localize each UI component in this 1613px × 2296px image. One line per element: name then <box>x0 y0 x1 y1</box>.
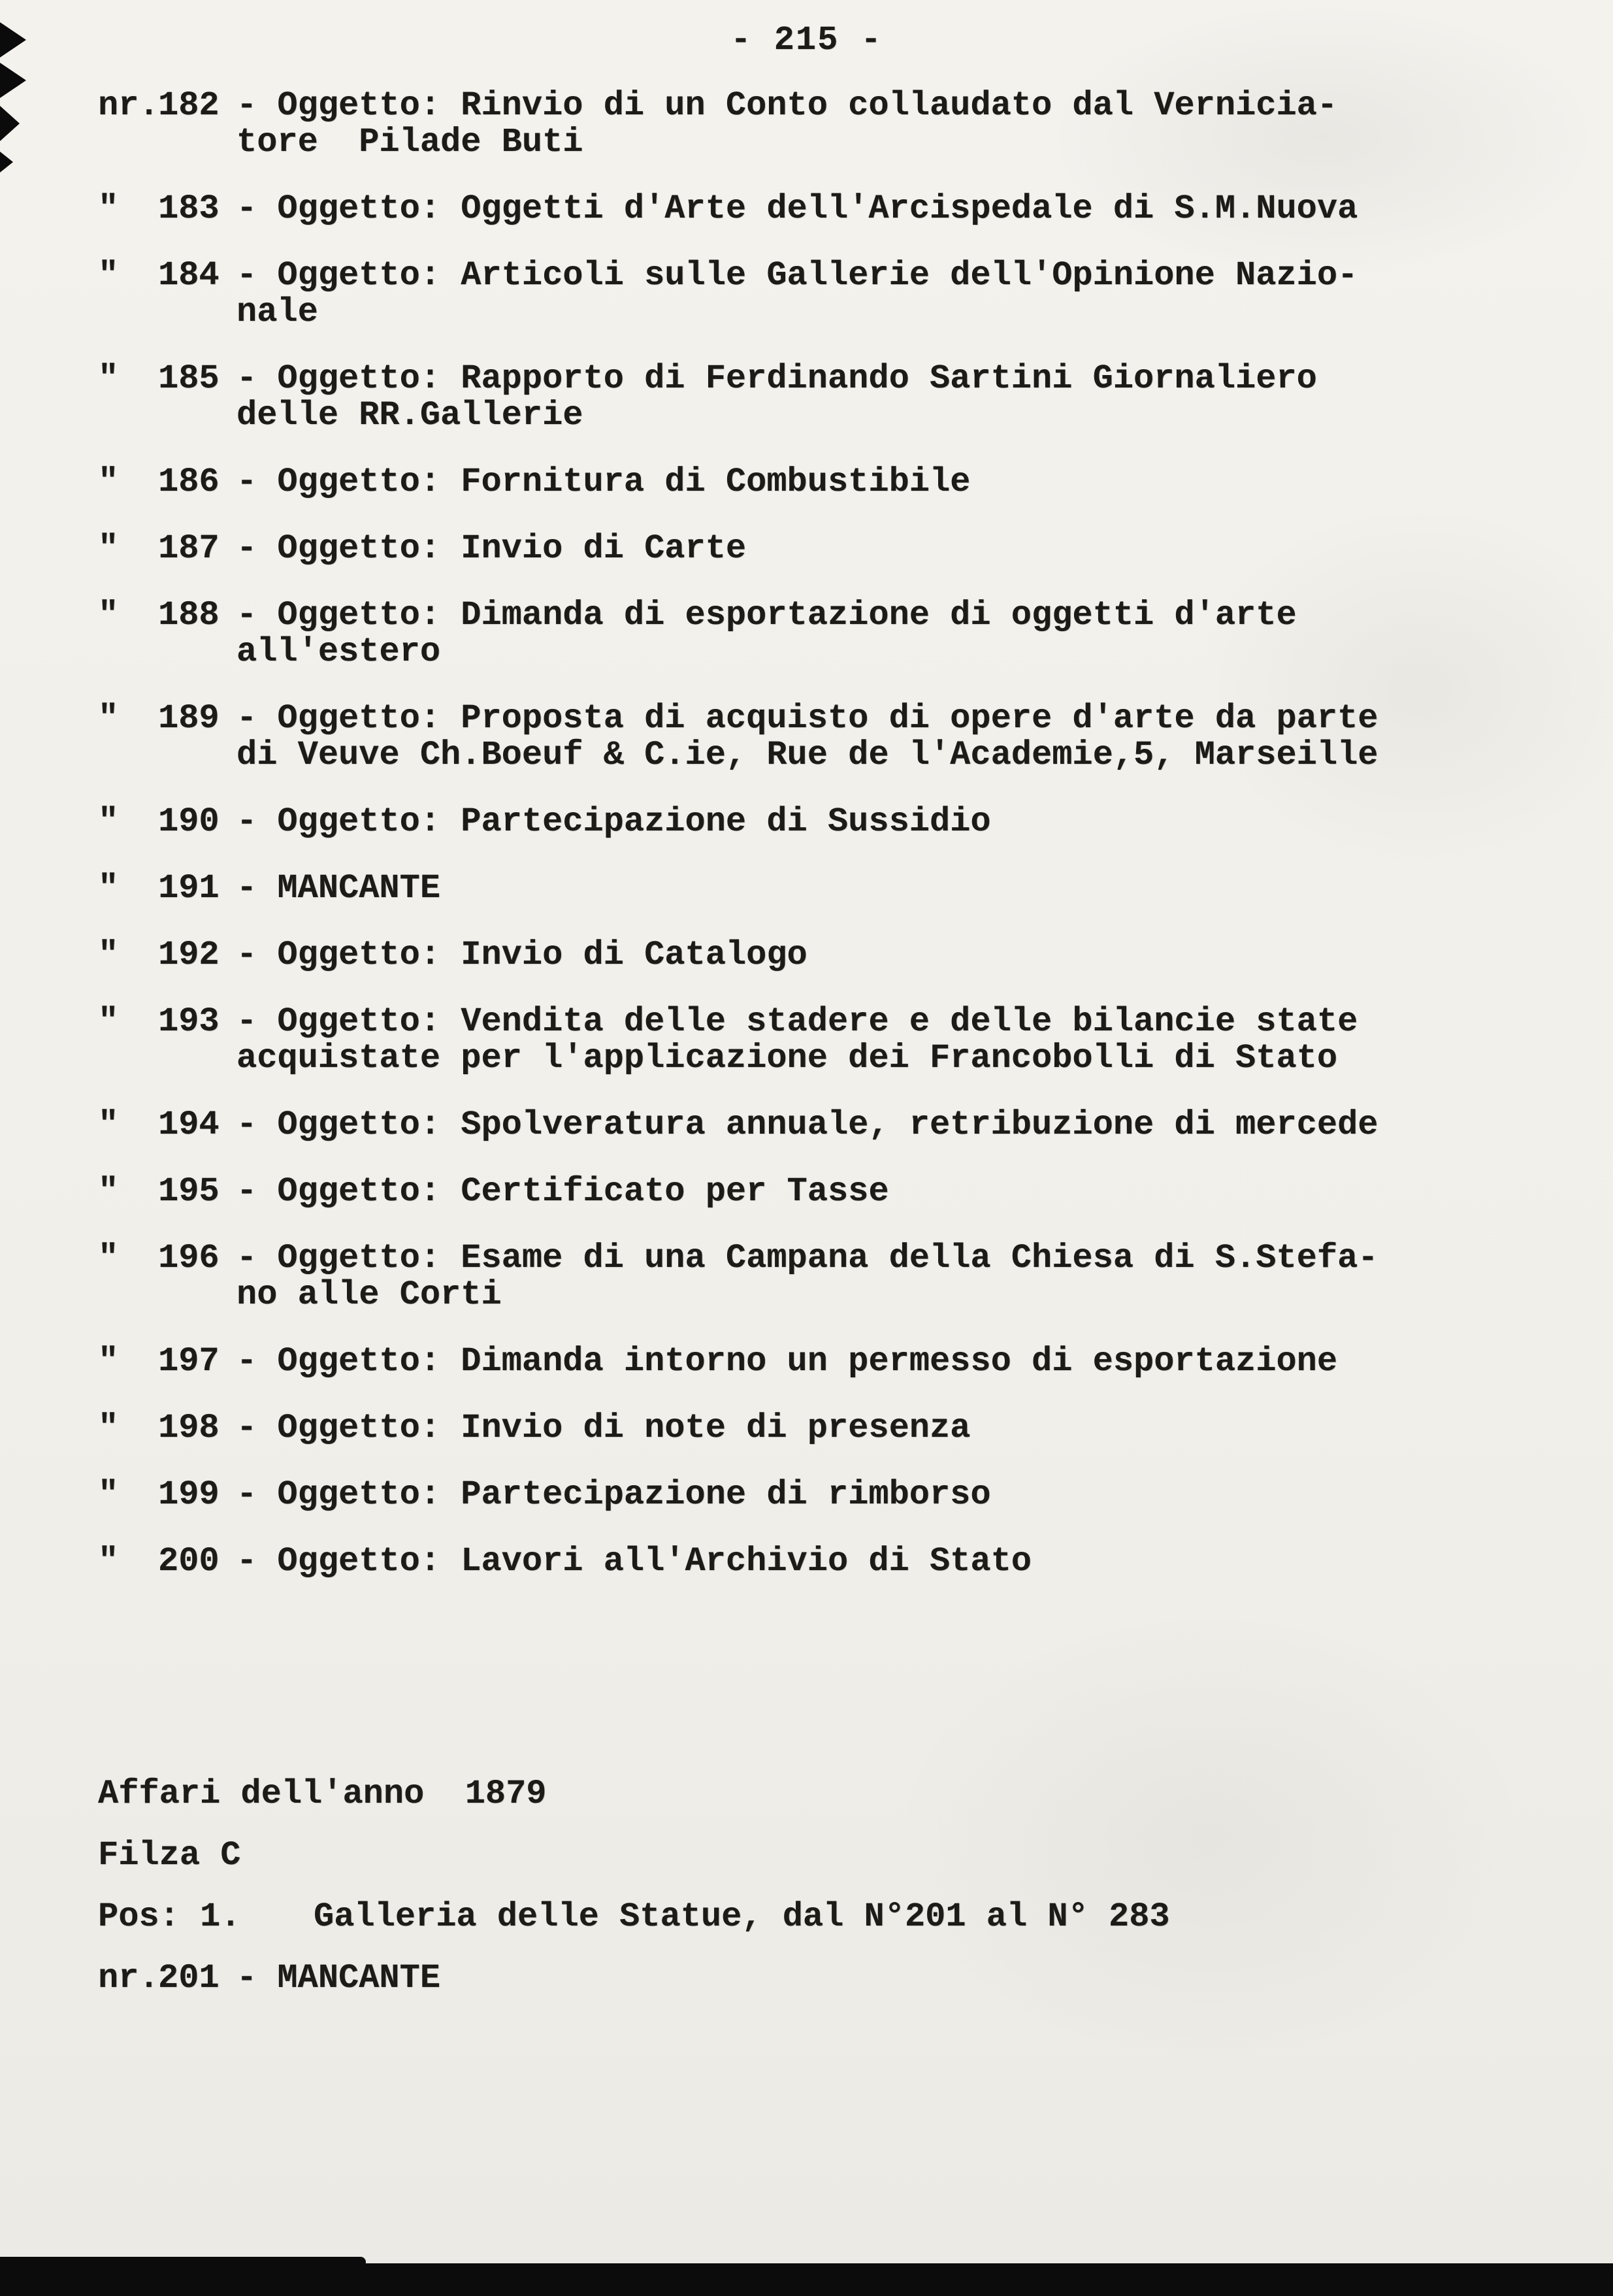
footer-pos-line <box>98 1899 1613 1935</box>
entry-text-line: - Oggetto: Esame di una Campana della Chiesa di S.Stefa- <box>236 1239 1378 1277</box>
entry-text-line: no alle Corti <box>236 1275 502 1314</box>
entry-text <box>236 191 1535 227</box>
entry-number: 183 <box>158 189 220 228</box>
entry-text-line: all'estero <box>236 632 441 671</box>
list-item <box>98 257 1535 331</box>
list-item <box>98 937 1535 974</box>
entry-prefix: " <box>98 1172 119 1211</box>
list-item <box>98 870 1535 907</box>
list-item <box>98 464 1535 500</box>
entry-text-line: - Oggetto: Fornitura di Combustibile <box>236 463 971 501</box>
entry-prefix: " <box>98 1409 119 1447</box>
entry-text <box>236 1410 1535 1447</box>
entry-text-line: - Oggetto: Certificato per Tasse <box>236 1172 889 1211</box>
entry-text <box>236 1004 1535 1077</box>
entry-prefix: " <box>98 1239 119 1277</box>
entry-prefix: nr. <box>98 1959 159 1997</box>
entry-text <box>236 1543 1535 1580</box>
entry-text <box>236 1240 1535 1313</box>
entry-text <box>236 361 1535 434</box>
list-item <box>98 191 1535 227</box>
entry-text <box>236 531 1535 567</box>
list-item <box>98 1004 1535 1077</box>
entry-number: 200 <box>158 1542 220 1581</box>
entry-text-line: - Oggetto: Invio di note di presenza <box>236 1409 971 1447</box>
entry-number: 194 <box>158 1106 220 1144</box>
entry-text-line: - MANCANTE <box>236 869 441 908</box>
entry-number: 186 <box>158 463 220 501</box>
entry-text <box>236 257 1535 331</box>
list-item <box>98 1173 1535 1210</box>
entry-number: 192 <box>158 936 220 974</box>
entry-text: - MANCANTE <box>236 1959 441 1997</box>
footer-pos-label: Pos: 1. <box>98 1897 241 1936</box>
list-item <box>98 88 1535 161</box>
list-item <box>98 1107 1535 1143</box>
entry-number: 193 <box>158 1002 220 1041</box>
entry-text-line: - Oggetto: Lavori all'Archivio di Stato <box>236 1542 1032 1581</box>
entry-number: 198 <box>158 1409 220 1447</box>
entry-prefix: " <box>98 359 119 398</box>
entry-text-line: - Oggetto: Oggetti d'Arte dell'Arcispedale di S.M.Nuova <box>236 189 1358 228</box>
entry-text-line: - Oggetto: Partecipazione di Sussidio <box>236 802 991 841</box>
entry-text-line: delle RR.Gallerie <box>236 396 583 435</box>
scan-artifact-mark <box>0 106 20 141</box>
list-item <box>98 1343 1535 1380</box>
entry-text <box>236 870 1535 907</box>
entry-text-line: acquistate per l'applicazione dei Francobolli di Stato <box>236 1039 1338 1077</box>
entry-text-line: - Oggetto: Invio di Carte <box>236 529 747 568</box>
entry-prefix: " <box>98 1475 119 1514</box>
footer-filza-line: Filza C <box>98 1836 241 1875</box>
entry-prefix: " <box>98 802 119 841</box>
entry-number: 182 <box>158 86 220 125</box>
entry-prefix: " <box>98 256 119 295</box>
footer-pos-text: Galleria delle Statue, dal N°201 al N° 283 <box>314 1897 1170 1936</box>
entry-number: 196 <box>158 1239 220 1277</box>
footer-year-line: Affari dell'anno 1879 <box>98 1775 547 1813</box>
entry-number: 197 <box>158 1342 220 1381</box>
entry-text-line: nale <box>236 293 318 331</box>
entry-prefix: " <box>98 463 119 501</box>
entry-text <box>236 1107 1535 1143</box>
list-item <box>98 1543 1535 1580</box>
footer-block <box>98 1776 1613 1997</box>
entry-number: 195 <box>158 1172 220 1211</box>
entry-prefix: " <box>98 1106 119 1144</box>
list-item <box>98 804 1535 840</box>
entry-text <box>236 1173 1535 1210</box>
list-item <box>98 1240 1535 1313</box>
list-item <box>98 531 1535 567</box>
entry-text <box>236 464 1535 500</box>
entry-text-line: - Oggetto: Proposta di acquisto di opere d'arte da parte <box>236 699 1378 738</box>
scan-artifact-mark <box>0 22 26 57</box>
entry-text-line: di Veuve Ch.Boeuf & C.ie, Rue de l'Academie,5, Marseille <box>236 736 1378 774</box>
entry-text <box>236 1343 1535 1380</box>
entry-text <box>236 937 1535 974</box>
footer-entry-line <box>98 1960 1613 1997</box>
entry-number: 184 <box>158 256 220 295</box>
entry-text-line: - Oggetto: Invio di Catalogo <box>236 936 807 974</box>
entry-text-line: - Oggetto: Vendita delle stadere e delle bilancie state <box>236 1002 1358 1041</box>
list-item <box>98 597 1535 670</box>
entry-number: 187 <box>158 529 220 568</box>
entry-number: 199 <box>158 1475 220 1514</box>
entry-number: 190 <box>158 802 220 841</box>
list-item <box>98 1477 1535 1513</box>
scan-artifact-mark <box>0 63 26 98</box>
entry-text <box>236 597 1535 670</box>
scan-artifact-mark <box>0 152 13 172</box>
scan-artifact-bar <box>0 2263 1613 2296</box>
entry-prefix: " <box>98 596 119 634</box>
entry-text-line: - Oggetto: Spolveratura annuale, retribuzione di mercede <box>236 1106 1378 1144</box>
entry-prefix: " <box>98 869 119 908</box>
list-item <box>98 361 1535 434</box>
list-item <box>98 700 1535 774</box>
entry-text <box>236 88 1535 161</box>
entry-text-line: - Oggetto: Partecipazione di rimborso <box>236 1475 991 1514</box>
entry-number: 189 <box>158 699 220 738</box>
entry-prefix: " <box>98 936 119 974</box>
entry-prefix: nr. <box>98 86 159 125</box>
entry-text <box>236 804 1535 840</box>
entry-text <box>236 700 1535 774</box>
entry-prefix: " <box>98 1342 119 1381</box>
entry-text-line: tore Pilade Buti <box>236 123 583 161</box>
entry-prefix: " <box>98 1542 119 1581</box>
entry-prefix: " <box>98 189 119 228</box>
entry-text-line: - Oggetto: Rinvio di un Conto collaudato dal Vernicia- <box>236 86 1338 125</box>
entry-prefix: " <box>98 1002 119 1041</box>
entry-text-line: - Oggetto: Articoli sulle Gallerie dell'Opinione Nazio- <box>236 256 1358 295</box>
entry-text-line: - Oggetto: Rapporto di Ferdinando Sartini Giornaliero <box>236 359 1317 398</box>
entry-number: 191 <box>158 869 220 908</box>
page-number: - 215 - <box>730 21 883 59</box>
entry-text-line: - Oggetto: Dimanda intorno un permesso di esportazione <box>236 1342 1338 1381</box>
list-item <box>98 1410 1535 1447</box>
entry-prefix: " <box>98 699 119 738</box>
entry-prefix: " <box>98 529 119 568</box>
entry-number: 188 <box>158 596 220 634</box>
entry-number: 201 <box>158 1959 220 1997</box>
entry-text-line: - Oggetto: Dimanda di esportazione di oggetti d'arte <box>236 596 1297 634</box>
entries-list <box>98 88 1535 1580</box>
entry-number: 185 <box>158 359 220 398</box>
entry-text <box>236 1477 1535 1513</box>
